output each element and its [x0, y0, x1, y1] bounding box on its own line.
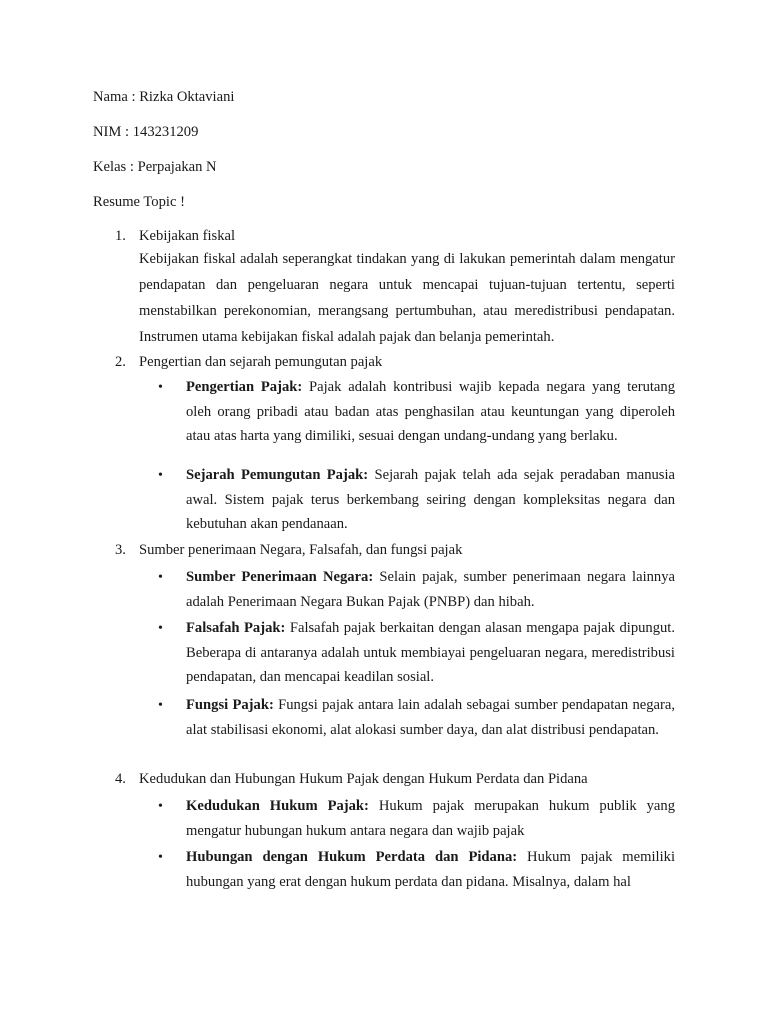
section-1-title: Kebijakan fiskal — [139, 228, 236, 244]
bullet-icon: • — [158, 621, 163, 636]
bullet-text: Hukum pajak merupakan hukum publik yang mengatur hubungan hukum antara negara dan wajib pajak — [186, 798, 676, 839]
section-3-title: Sumber penerimaan Negara, Falsafah, dan fungsi pajak — [139, 542, 463, 558]
section-4-title: Kedudukan dan Hubungan Hukum Pajak dengan Hukum Perdata dan Pidana — [139, 771, 588, 787]
student-class: Kelas : Perpajakan N — [93, 159, 217, 175]
bullet-term: Pengertian Pajak: — [186, 379, 303, 395]
bullet-term: Fungsi Pajak: — [186, 697, 274, 713]
bullet-text: Pajak adalah kontribusi wajib kepada negara yang terutang oleh orang pribadi atau badan atas penghasilan atau keuntungan yang diperoleh atau atas harta yang dimiliki, sesuai dengan undang-undang yang berlaku. — [186, 379, 675, 444]
bullet-falsafah-pajak — [186, 616, 675, 690]
bullet-text: Sejarah pajak telah ada sejak peradaban manusia awal. Sistem pajak terus berkembang seiring dengan kompleksitas negara dan kebutuhan akan pendanaan. — [186, 467, 676, 532]
bullet-icon: • — [158, 468, 163, 483]
bullet-hubungan-hukum — [186, 845, 675, 894]
bullet-sejarah-pemungutan — [186, 463, 675, 537]
bullet-sumber-penerimaan — [186, 565, 675, 614]
bullet-icon: • — [158, 850, 163, 865]
bullet-text: Selain pajak, sumber penerimaan negara lainnya adalah Penerimaan Negara Bukan Pajak (PNBP) dan hibah. — [186, 569, 675, 610]
section-4-number: 4. — [115, 771, 126, 787]
bullet-text: Hukum pajak memiliki hubungan yang erat dengan hukum perdata dan pidana. Misalnya, dalam hal — [186, 849, 675, 890]
section-2-number: 2. — [115, 354, 126, 370]
bullet-term: Kedudukan Hukum Pajak: — [186, 798, 369, 814]
student-nim: NIM : 143231209 — [93, 124, 199, 140]
section-3-number: 3. — [115, 542, 126, 558]
bullet-text: Fungsi pajak antara lain adalah sebagai sumber pendapatan negara, alat stabilisasi ekonomi, alat alokasi sumber daya, dan alat distribusi pendapatan. — [186, 697, 675, 738]
bullet-fungsi-pajak — [186, 693, 675, 742]
bullet-term: Falsafah Pajak: — [186, 620, 286, 636]
bullet-pengertian-pajak — [186, 375, 675, 449]
resume-heading: Resume Topic ! — [93, 194, 185, 210]
section-1-number: 1. — [115, 228, 126, 244]
section-1-paragraph: Kebijakan fiskal adalah seperangkat tindakan yang di lakukan pemerintah dalam mengatur pendapatan dan pengeluaran negara untuk mencapai tujuan-tujuan tertentu, seperti menstabilkan perekonomian, merangsang pertumbuhan, atau meredistribusi pendapatan. Instrumen utama kebijakan fiskal adalah pajak dan belanja pemerintah. — [139, 251, 675, 345]
bullet-text: Falsafah pajak berkaitan dengan alasan mengapa pajak dipungut. Beberapa di antaranya adalah untuk membiayai pengeluaran negara, meredistribusi pendapatan, dan mencapai keadilan sosial. — [186, 620, 676, 685]
bullet-icon: • — [158, 799, 163, 814]
bullet-term: Sumber Penerimaan Negara: — [186, 569, 374, 585]
bullet-term: Sejarah Pemungutan Pajak: — [186, 467, 369, 483]
section-2-title: Pengertian dan sejarah pemungutan pajak — [139, 354, 383, 370]
bullet-term: Hubungan dengan Hukum Perdata dan Pidana: — [186, 849, 518, 865]
bullet-kedudukan-hukum-pajak — [186, 794, 675, 843]
bullet-icon: • — [158, 698, 163, 713]
student-name: Nama : Rizka Oktaviani — [93, 89, 235, 105]
bullet-icon: • — [158, 570, 163, 585]
bullet-icon: • — [158, 380, 163, 395]
